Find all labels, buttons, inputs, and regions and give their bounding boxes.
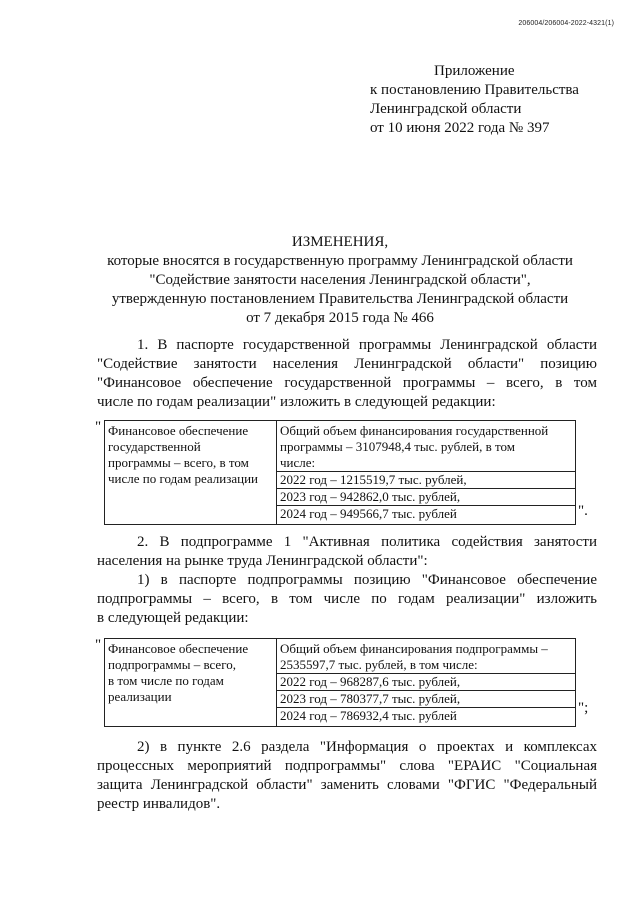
title-line: "Содействие занятости населения Ленинградской области",: [149, 272, 531, 288]
finance-label-cell: Финансовое обеспечение подпрограммы – всего, в том числе по годам реализации: [105, 639, 277, 727]
paragraph-line: в следующей редакции:: [97, 610, 249, 626]
finance-label-cell: Финансовое обеспечение государственной программы – всего, в том числе по годам реализации: [105, 421, 277, 525]
quote-close: ";: [578, 700, 589, 716]
appendix-line: Ленинградской области: [370, 101, 522, 117]
finance-table-program: [104, 420, 576, 525]
title-line: которые вносятся в государственную программу Ленинградской области: [107, 253, 573, 269]
title-line: от 7 декабря 2015 года № 466: [246, 310, 434, 326]
paragraph-line: 1) в паспорте подпрограммы позицию "Финансовое обеспечение: [137, 572, 597, 588]
paragraph-line: "Финансовое обеспечение государственной программы – всего, в том: [97, 375, 597, 391]
paragraph-3: [97, 738, 597, 814]
appendix-line: от 10 июня 2022 года № 397: [370, 120, 550, 136]
paragraph-line: числе по годам реализации" изложить в следующей редакции:: [97, 394, 496, 410]
paragraph-line: процессных мероприятий подпрограммы" слова "ЕРАИС "Социальная: [97, 758, 597, 774]
paragraph-2: [97, 533, 597, 628]
appendix-line: к постановлению Правительства: [370, 82, 579, 98]
paragraph-line: "Содействие занятости населения Ленинградской области" позицию: [97, 356, 597, 372]
paragraph-line: защита Ленинградской области" заменить словами "ФГИС "Федеральный: [97, 777, 597, 793]
quote-open: ": [95, 419, 102, 435]
paragraph-line: населения на рынке труда Ленинградской области":: [97, 553, 428, 569]
appendix-header: [370, 62, 579, 138]
title-heading: ИЗМЕНЕНИЯ,: [291, 234, 389, 250]
finance-value-cell: Общий объем финансирования подпрограммы – 2535597,7 тыс. рублей, в том числе: 2022 год – 968287,6 тыс. рублей, 2023 год – 780377,7 тыс. рублей, 2024 год – 786932,4 тыс. рублей: [277, 639, 576, 727]
finance-value-cell: Общий объем финансирования государственной программы – 3107948,4 тыс. рублей, в том числе: 2022 год – 1215519,7 тыс. рублей, 2023 год – 942862,0 тыс. рублей, 2024 год – 949566,7 тыс. рублей: [277, 421, 576, 525]
paragraph-line: 2. В подпрограмме 1 "Активная политика содействия занятости: [137, 534, 597, 550]
quote-open: ": [95, 637, 102, 653]
document-id: 206004/206004-2022-4321(1): [518, 20, 614, 27]
document-title: [60, 233, 620, 328]
paragraph-line: подпрограммы – всего, в том числе по годам реализации" изложить: [97, 591, 597, 607]
finance-table-subprogram: [104, 638, 576, 727]
paragraph-1: [97, 336, 597, 412]
paragraph-line: реестр инвалидов".: [97, 796, 221, 812]
title-line: утвержденную постановлением Правительства Ленинградской области: [111, 291, 569, 307]
quote-close: ".: [578, 503, 588, 519]
appendix-line: Приложение: [434, 63, 515, 79]
paragraph-line: 1. В паспорте государственной программы Ленинградской области: [137, 337, 597, 353]
paragraph-line: 2) в пункте 2.6 раздела "Информация о проектах и комплексах: [137, 739, 597, 755]
